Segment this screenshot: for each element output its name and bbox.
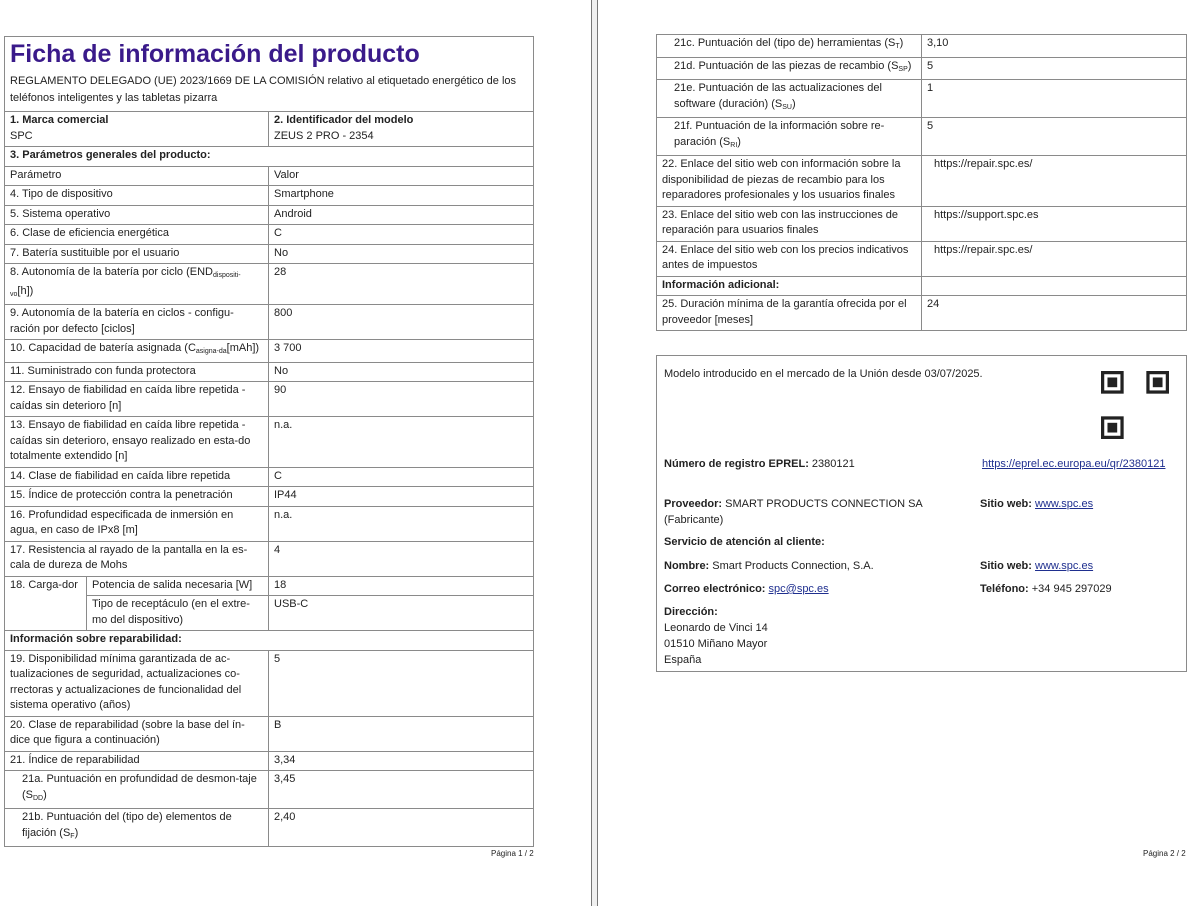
param-value: 28: [269, 264, 534, 305]
param-label: [5, 417, 269, 468]
page-1-footer: Página 1 / 2: [491, 849, 534, 858]
param-subscript: SP: [898, 65, 908, 73]
param-label: [5, 362, 269, 382]
param-label: [5, 467, 269, 487]
param-label-text: 14. Clase de fiabilidad en caída libre repetida: [10, 469, 231, 482]
param-label: [657, 118, 922, 156]
repair-row: [657, 57, 1187, 80]
additional-empty: [922, 276, 1187, 296]
param-row: [5, 541, 534, 576]
param-value: n.a.: [269, 506, 534, 541]
param-label-text: 24. Enlace del sitio web con los precios indicativos antes de impuestos: [662, 243, 909, 271]
param-label-tail: [mAh]): [226, 342, 260, 354]
repair-row: [657, 118, 1187, 156]
address-line: Leonardo de Vinci 14: [664, 622, 768, 634]
param-label-text: 5. Sistema operativo: [10, 207, 111, 220]
param-label-tail: ): [74, 826, 79, 839]
param-subscript: DD: [33, 794, 44, 802]
supplier-row: [664, 496, 964, 528]
param-label: [5, 244, 269, 264]
website2-link[interactable]: www.spc.es: [1035, 560, 1094, 572]
repair-row: [657, 80, 1187, 118]
param-subscript: T: [895, 43, 900, 50]
param-row: [5, 487, 534, 507]
param-value: 4: [269, 541, 534, 576]
page-gutter: [591, 0, 598, 906]
brand-label: 1. Marca comercial: [10, 114, 109, 126]
param-label-text: 21c. Puntuación del (tipo de) herramientas (S: [674, 37, 896, 49]
param-value: C: [269, 467, 534, 487]
param-row: [5, 205, 534, 225]
param-label: [5, 225, 269, 245]
param-label-text: 20. Clase de reparabilidad (sobre la base del ín-dice que figura a continuación): [10, 718, 245, 746]
param-row: [5, 467, 534, 487]
charger-power-label: Potencia de salida necesaria [W]: [87, 576, 269, 596]
param-value: 3,45: [269, 771, 534, 809]
additional-heading: Información adicional:: [657, 276, 922, 296]
warranty-label: 25. Duración mínima de la garantía ofrecida por el proveedor [meses]: [657, 296, 922, 331]
param-label-text: 21a. Puntuación en profundidad de desmon-taje (S: [22, 773, 257, 801]
brand-value: SPC: [10, 129, 33, 142]
repair-row: [5, 650, 534, 716]
param-value: Android: [269, 205, 534, 225]
email-label: Correo electrónico:: [664, 583, 766, 595]
param-value: n.a.: [269, 417, 534, 468]
param-label: [657, 57, 922, 80]
service-heading: Servicio de atención al cliente:: [664, 536, 825, 548]
phone-row: [980, 581, 1112, 597]
phone-value: +34 945 297029: [1031, 583, 1112, 595]
model-label: 2. Identificador del modelo: [274, 114, 414, 126]
param-label-text: 13. Ensayo de fiabilidad en caída libre repetida - caídas sin deterioro, ensayo realizado en esta-do totalmente extendido [n]: [10, 419, 251, 462]
param-label-text: 8. Autonomía de la batería por ciclo (END: [10, 266, 213, 278]
param-label-tail: ): [907, 59, 912, 72]
param-row: [5, 417, 534, 468]
supplier-label: Proveedor:: [664, 498, 723, 510]
param-subscript: RI: [730, 141, 738, 149]
page-2: [656, 34, 1187, 331]
charger-label: 18. Carga-dor: [5, 576, 87, 631]
param-value: 5: [922, 118, 1187, 156]
param-row: [5, 340, 534, 363]
param-row: [5, 305, 534, 340]
product-info-table: [4, 36, 534, 847]
param-row: [5, 225, 534, 245]
param-value: 3,10: [922, 35, 1187, 58]
param-label: [657, 156, 922, 207]
param-label: [5, 340, 269, 363]
param-label-tail: [h]): [17, 284, 34, 297]
param-row: [5, 382, 534, 417]
param-label: [5, 487, 269, 507]
param-label-text: 22. Enlace del sitio web con información sobre la disponibilidad de piezas de recambio para los reparadores profesionales y los usuarios finales: [662, 158, 901, 201]
charger-receptacle-label: Tipo de receptáculo (en el extre-mo del dispositivo): [87, 596, 269, 631]
supplier-info-box: [656, 355, 1187, 672]
param-value: 3,34: [269, 751, 534, 771]
repair-row: [5, 809, 534, 847]
param-label: [5, 716, 269, 751]
param-value: B: [269, 716, 534, 751]
param-label-text: 17. Resistencia al rayado de la pantalla en la es-cala de dureza de Mohs: [10, 543, 248, 571]
repair-row: [657, 241, 1187, 276]
param-label: [5, 186, 269, 206]
repair-rows: [5, 650, 534, 847]
name-value: Smart Products Connection, S.A.: [712, 560, 874, 572]
param-label-text: 4. Tipo de dispositivo: [10, 188, 113, 200]
param-value: IP44: [269, 487, 534, 507]
brand-cell: [5, 112, 269, 147]
param-row: [5, 264, 534, 305]
param-label-text: 7. Batería sustituible por el usuario: [10, 246, 180, 259]
param-value: C: [269, 225, 534, 245]
param-value: No: [269, 244, 534, 264]
param-label-text: 21d. Puntuación de las piezas de recambio (S: [674, 59, 899, 72]
param-label-text: 9. Autonomía de la batería en ciclos - configu-ración por defecto [ciclos]: [10, 307, 234, 335]
param-row: [5, 244, 534, 264]
param-row: [5, 186, 534, 206]
title-cell: [5, 37, 534, 112]
param-label: [5, 264, 269, 305]
repair-row: [657, 35, 1187, 58]
website2-label: Sitio web:: [980, 560, 1032, 572]
param-label: [657, 80, 922, 118]
param-label: [5, 751, 269, 771]
eprel-link[interactable]: https://eprel.ec.europa.eu/qr/2380121: [982, 458, 1166, 470]
param-value: 2,40: [269, 809, 534, 847]
warranty-value: 24: [922, 296, 1187, 331]
param-label: [5, 541, 269, 576]
repair-cont-rows: [657, 35, 1187, 277]
param-label-text: 16. Profundidad especificada de inmersión en agua, en caso de IPx8 [m]: [10, 508, 234, 536]
website-row: [980, 496, 1093, 512]
param-label-tail: ): [737, 135, 741, 148]
eprel-row: [664, 456, 855, 472]
param-label-text: 15. Índice de protección contra la penetración: [10, 489, 233, 501]
param-value: 1: [922, 80, 1187, 118]
param-label-text: 21. Índice de reparabilidad: [10, 753, 140, 766]
param-label-text: 10. Capacidad de batería asignada (C: [10, 342, 196, 354]
name-row: [664, 558, 874, 574]
param-label-text: 12. Ensayo de fiabilidad en caída libre repetida - caídas sin deterioro [n]: [10, 384, 246, 412]
repair-row: [657, 206, 1187, 241]
market-text: Modelo introducido en el mercado de la Unión desde 03/07/2025.: [664, 368, 983, 380]
page-1: [4, 36, 534, 847]
repair-cont-table: [656, 34, 1187, 331]
repair-row: [5, 716, 534, 751]
supplier-value: SMART PRODUCTS CONNECTION SA (Fabricante): [664, 498, 923, 526]
param-label-text: 21f. Puntuación de la información sobre re-paración (S: [674, 120, 885, 148]
param-value: Smartphone: [269, 186, 534, 206]
param-subscript: dispositi-vo: [10, 272, 241, 298]
column-header-value: Valor: [269, 166, 534, 186]
param-label-text: 21e. Puntuación de las actualizaciones del software (duración) (S: [674, 82, 882, 110]
param-value: No: [269, 362, 534, 382]
charger-receptacle-value: USB-C: [269, 596, 534, 631]
repair-row: [5, 771, 534, 809]
website2-row: [980, 558, 1093, 574]
param-value: 5: [922, 57, 1187, 80]
param-label: [5, 771, 269, 809]
charger-row: [5, 576, 534, 596]
param-label-tail: ): [43, 788, 47, 801]
general-params-heading: 3. Parámetros generales del producto:: [5, 147, 534, 167]
param-label-text: 11. Suministrado con funda protectora: [10, 364, 196, 377]
param-label-text: 6. Clase de eficiencia energética: [10, 227, 169, 239]
model-cell: [269, 112, 534, 147]
eprel-label: Número de registro EPREL:: [664, 458, 809, 470]
param-label-text: 23. Enlace del sitio web con las instrucciones de reparación para usuarios finales: [662, 208, 899, 236]
repair-heading: Información sobre reparabilidad:: [5, 631, 534, 651]
param-label-tail: ): [791, 97, 796, 110]
column-header-param: Parámetro: [5, 166, 269, 186]
param-subscript: asigna-da: [195, 348, 227, 355]
charger-power-value: 18: [269, 576, 534, 596]
model-value: ZEUS 2 PRO - 2354: [274, 129, 374, 142]
param-label: [5, 506, 269, 541]
address-label: Dirección:: [664, 606, 718, 618]
params-rows: [5, 186, 534, 577]
email-row: [664, 581, 829, 597]
address-line: 01510 Miñano Mayor: [664, 638, 768, 650]
website-link[interactable]: www.spc.es: [1035, 498, 1094, 510]
param-subscript: SU: [782, 103, 792, 111]
param-label: [657, 206, 922, 241]
param-label: [5, 205, 269, 225]
param-label: [5, 809, 269, 847]
eprel-value: 2380121: [811, 458, 855, 470]
param-label: [5, 382, 269, 417]
page-title: Ficha de información del producto: [10, 40, 420, 68]
name-label: Nombre:: [664, 560, 710, 572]
param-row: [5, 506, 534, 541]
param-label: [5, 650, 269, 716]
page-2-footer: Página 2 / 2: [1143, 849, 1186, 858]
param-label: [657, 35, 922, 58]
qr-code-icon[interactable]: [1101, 371, 1169, 439]
param-label-text: 21b. Puntuación del (tipo de) elementos de fijación (S: [22, 811, 232, 839]
param-label-text: 19. Disponibilidad mínima garantizada de ac-tualizaciones de seguridad, actualizaciones co-rrectoras y actualizaciones de funcionalidad del sistema operativo (años): [10, 652, 242, 711]
param-value-link[interactable]: https://support.spc.es: [922, 206, 1187, 241]
param-value: 5: [269, 650, 534, 716]
param-value: 90: [269, 382, 534, 417]
param-value: 800: [269, 305, 534, 340]
param-subscript: F: [70, 832, 75, 840]
email-link[interactable]: spc@spc.es: [768, 583, 829, 595]
param-label: [657, 241, 922, 276]
repair-row: [5, 751, 534, 771]
repair-row: [657, 156, 1187, 207]
address-line: España: [664, 654, 702, 666]
param-row: [5, 362, 534, 382]
param-label-tail: ): [899, 37, 904, 49]
address-block: [664, 604, 768, 668]
param-label: [5, 305, 269, 340]
phone-label: Teléfono:: [980, 583, 1029, 595]
param-value-link[interactable]: https://repair.spc.es/: [922, 241, 1187, 276]
regulation-subtitle: REGLAMENTO DELEGADO (UE) 2023/1669 DE LA COMISIÓN relativo al etiquetado energético de los teléfonos inteligentes y las tabletas pizarra: [10, 75, 517, 104]
param-value-link[interactable]: https://repair.spc.es/: [922, 156, 1187, 207]
param-value: 3 700: [269, 340, 534, 363]
website-label: Sitio web:: [980, 498, 1032, 510]
